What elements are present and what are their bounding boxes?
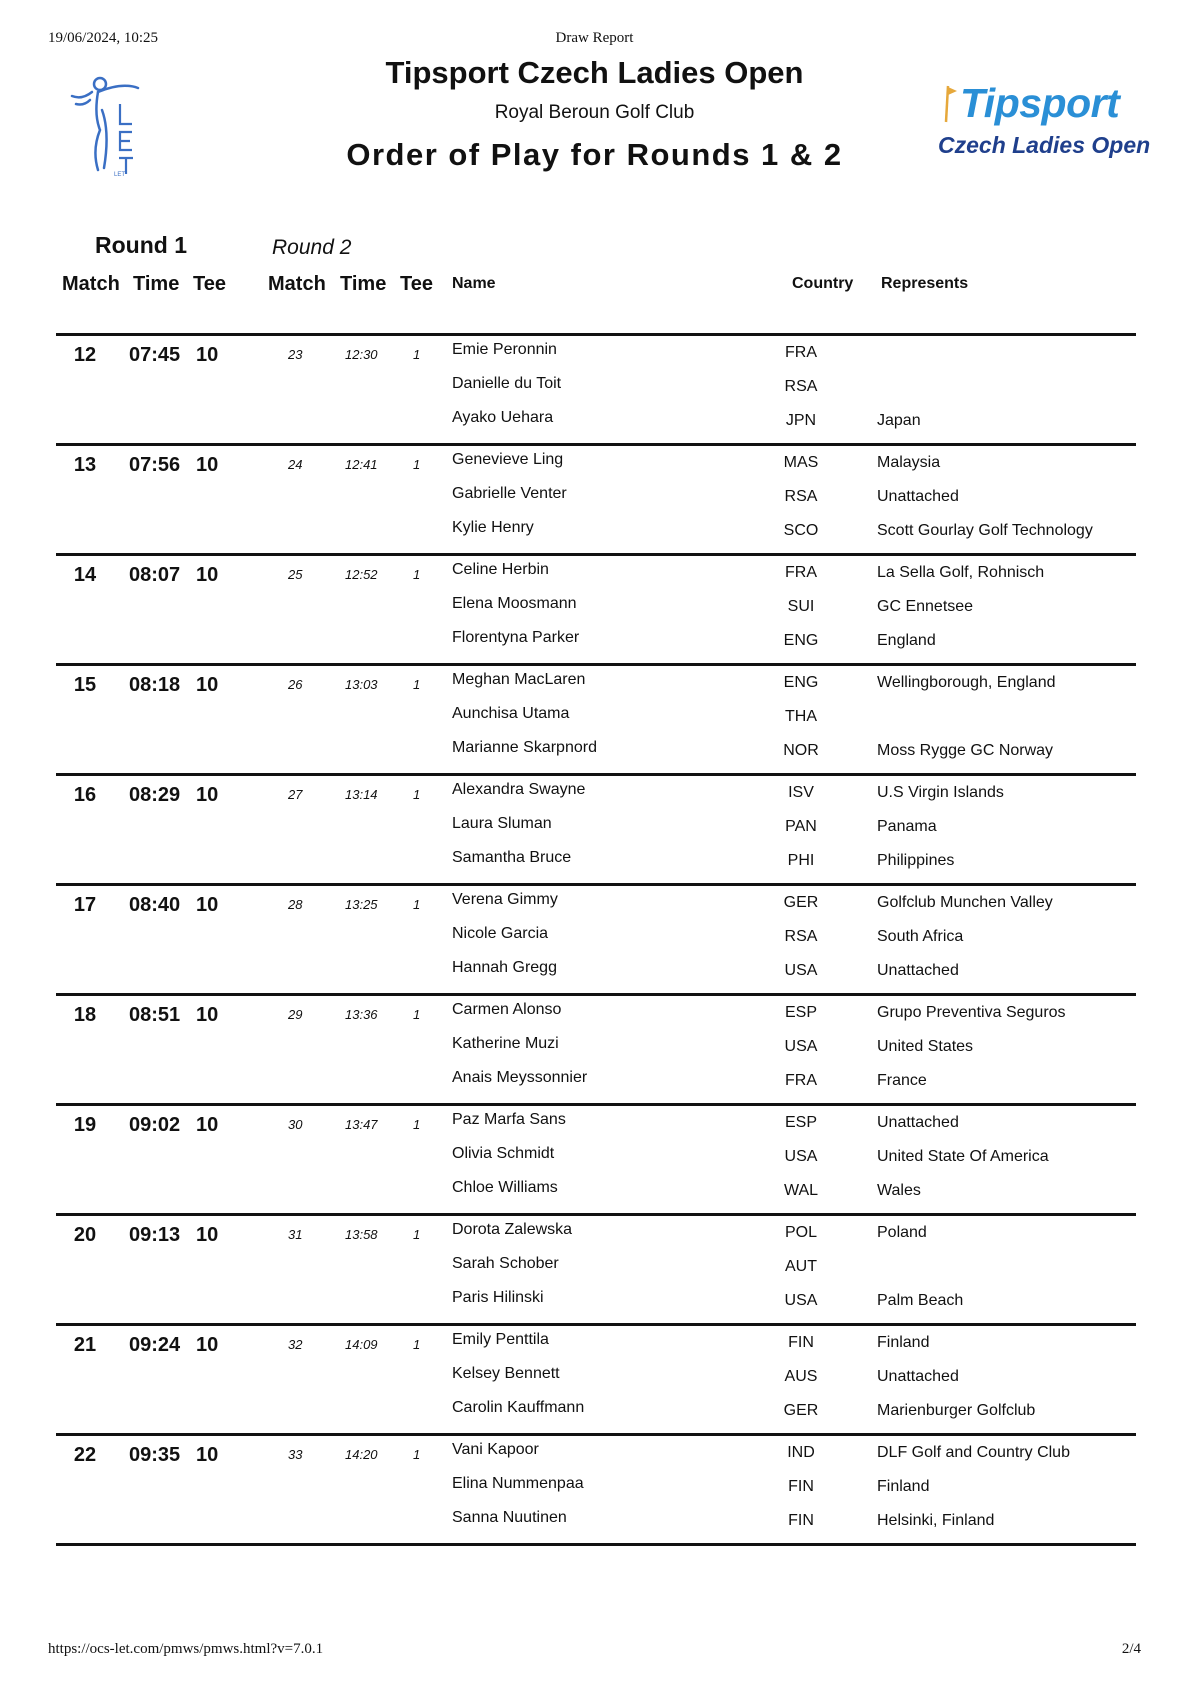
col-tee-r2: Tee [400, 273, 433, 295]
player-country: USA [784, 962, 818, 979]
round1-tee: 10 [196, 894, 219, 916]
round1-tee: 10 [196, 784, 219, 806]
round2-tee-time: 13:25 [345, 897, 378, 912]
match-group [56, 773, 1136, 883]
round1-tee-time: 08:40 [129, 894, 181, 916]
round2-match-number: 31 [288, 1227, 303, 1242]
col-country: Country [792, 275, 854, 292]
player-name: Samantha Bruce [452, 849, 572, 866]
round2-tee-time: 12:52 [345, 567, 378, 582]
player-country: RSA [784, 378, 818, 395]
player-name: Sanna Nuutinen [452, 1509, 567, 1526]
match-group [56, 1213, 1136, 1323]
player-country: NOR [783, 742, 819, 759]
round1-tee-time: 08:29 [129, 784, 181, 806]
round1-match-number: 12 [73, 344, 97, 366]
match-group [56, 333, 1136, 443]
round1-tee: 10 [196, 1004, 219, 1026]
round1-match-number: 13 [73, 454, 97, 476]
match-group [56, 443, 1136, 553]
player-represents: England [877, 632, 936, 649]
footer-page-number: 2/4 [1121, 1641, 1141, 1657]
player-name: Aunchisa Utama [452, 705, 570, 722]
player-country: RSA [784, 928, 818, 945]
player-country: ENG [783, 674, 819, 691]
player-country: WAL [783, 1182, 819, 1199]
player-represents: Grupo Preventiva Seguros [877, 1004, 1066, 1021]
col-tee-r1: Tee [193, 273, 226, 295]
player-represents: DLF Golf and Country Club [877, 1444, 1070, 1461]
player-represents: Wellingborough, England [877, 674, 1056, 691]
player-represents: Palm Beach [877, 1292, 964, 1309]
player-country: FIN [788, 1334, 814, 1351]
player-name: Alexandra Swayne [452, 781, 586, 798]
player-country: PHI [787, 852, 815, 869]
col-name: Name [452, 275, 496, 292]
round1-match-number: 16 [73, 784, 97, 806]
player-represents: La Sella Golf, Rohnisch [877, 564, 1045, 581]
player-represents: South Africa [877, 928, 964, 945]
player-country: GER [783, 894, 819, 911]
col-represents: Represents [881, 275, 969, 292]
player-name: Florentyna Parker [452, 629, 580, 646]
player-country: FRA [785, 1072, 817, 1089]
player-country: ISV [788, 784, 814, 801]
player-name: Marianne Skarpnord [452, 739, 597, 756]
round2-tee-time: 13:36 [345, 1007, 378, 1022]
player-represents: Moss Rygge GC Norway [877, 742, 1054, 759]
round1-tee-time: 07:45 [129, 344, 181, 366]
player-represents: Unattached [877, 1114, 959, 1131]
match-group [56, 1433, 1136, 1546]
draw-table [56, 333, 1136, 1546]
player-name: Kylie Henry [452, 519, 534, 536]
round1-tee: 10 [196, 454, 219, 476]
round1-match-number: 15 [73, 674, 97, 696]
player-name: Carolin Kauffmann [452, 1399, 585, 1416]
round2-match-number: 27 [288, 787, 303, 802]
round2-tee: 1 [413, 1337, 421, 1352]
player-name: Hannah Gregg [452, 959, 557, 976]
player-represents: Japan [877, 412, 921, 429]
round1-tee-time: 09:35 [129, 1444, 181, 1466]
player-represents: Unattached [877, 1368, 959, 1385]
player-name: Genevieve Ling [452, 451, 564, 468]
round1-match-number: 20 [73, 1224, 97, 1246]
round2-match-number: 32 [288, 1337, 303, 1352]
player-name: Katherine Muzi [452, 1035, 559, 1052]
player-represents: Unattached [877, 962, 959, 979]
player-name: Nicole Garcia [452, 925, 549, 942]
round2-match-number: 26 [288, 677, 303, 692]
player-country: FIN [788, 1478, 814, 1495]
round2-tee: 1 [413, 1227, 421, 1242]
player-name: Vani Kapoor [452, 1441, 539, 1458]
round1-tee: 10 [196, 1224, 219, 1246]
round2-tee: 1 [413, 1117, 421, 1132]
round2-tee: 1 [413, 567, 421, 582]
round2-match-number: 30 [288, 1117, 303, 1132]
match-group [56, 993, 1136, 1103]
round2-tee: 1 [413, 1007, 421, 1022]
round2-match-number: 25 [288, 567, 303, 582]
round1-tee-time: 09:02 [129, 1114, 181, 1136]
round1-tee: 10 [196, 1444, 219, 1466]
player-country: SUI [787, 598, 815, 615]
player-country: USA [784, 1292, 818, 1309]
round2-tee-time: 13:14 [345, 787, 378, 802]
round2-match-number: 23 [288, 347, 303, 362]
player-represents: United States [877, 1038, 974, 1055]
round1-tee: 10 [196, 1334, 219, 1356]
print-datetime: 19/06/2024, 10:25 [48, 30, 159, 46]
player-country: PAN [785, 818, 817, 835]
player-name: Verena Gimmy [452, 891, 558, 908]
round2-match-number: 33 [288, 1447, 303, 1462]
player-represents: U.S Virgin Islands [877, 784, 1004, 801]
player-name: Meghan MacLaren [452, 671, 586, 688]
round1-tee-time: 07:56 [129, 454, 181, 476]
player-country: JPN [785, 412, 817, 429]
player-name: Gabrielle Venter [452, 485, 567, 502]
match-group [56, 1103, 1136, 1213]
event-title: Tipsport Czech Ladies Open [385, 55, 804, 90]
player-name: Elena Moosmann [452, 595, 577, 612]
round1-tee: 10 [196, 1114, 219, 1136]
round2-match-number: 24 [288, 457, 303, 472]
round2-match-number: 28 [288, 897, 303, 912]
player-name: Elina Nummenpaa [452, 1475, 584, 1492]
sponsor-brand: Tipsport [960, 80, 1120, 126]
player-represents: Poland [877, 1224, 927, 1241]
round2-match-number: 29 [288, 1007, 303, 1022]
player-name: Celine Herbin [452, 561, 549, 578]
player-represents: Helsinki, Finland [877, 1512, 995, 1529]
player-represents: GC Ennetsee [877, 598, 974, 615]
player-represents: Philippines [877, 852, 955, 869]
round2-tee-time: 13:47 [345, 1117, 378, 1132]
player-country: AUT [785, 1258, 817, 1275]
player-represents: Golfclub Munchen Valley [877, 894, 1053, 911]
player-name: Emily Penttila [452, 1331, 549, 1348]
round1-match-number: 17 [73, 894, 97, 916]
match-group [56, 553, 1136, 663]
round1-match-number: 18 [73, 1004, 97, 1026]
print-doc-title: Draw Report [555, 30, 634, 46]
player-country: USA [784, 1038, 818, 1055]
round1-tee-time: 09:13 [129, 1224, 181, 1246]
player-country: THA [785, 708, 817, 725]
round2-tee-time: 13:58 [345, 1227, 378, 1242]
player-represents: Wales [877, 1182, 921, 1199]
player-name: Carmen Alonso [452, 1001, 562, 1018]
round2-tee: 1 [413, 1447, 421, 1462]
player-represents: Finland [877, 1478, 930, 1495]
round1-tee-time: 08:51 [129, 1004, 181, 1026]
round2-tee: 1 [413, 897, 421, 912]
sponsor-sub: Czech Ladies Open [938, 132, 1151, 158]
round1-match-number: 21 [73, 1334, 97, 1356]
round1-heading: Round 1 [95, 232, 187, 258]
let-logo-text: LET [114, 172, 126, 178]
round2-tee: 1 [413, 347, 421, 362]
player-represents: Finland [877, 1334, 930, 1351]
player-name: Olivia Schmidt [452, 1145, 555, 1162]
round2-tee-time: 13:03 [345, 677, 378, 692]
round1-tee-time: 08:18 [129, 674, 181, 696]
player-country: RSA [784, 488, 818, 505]
player-represents: United State Of America [877, 1148, 1049, 1165]
round1-tee-time: 09:24 [129, 1334, 181, 1356]
match-group [56, 663, 1136, 773]
player-country: ESP [784, 1114, 817, 1131]
player-name: Anais Meyssonnier [452, 1069, 588, 1086]
col-time-r2: Time [340, 273, 387, 295]
round2-heading: Round 2 [272, 236, 352, 259]
round2-tee: 1 [413, 787, 421, 802]
player-name: Paris Hilinski [452, 1289, 544, 1306]
player-name: Danielle du Toit [452, 375, 562, 392]
round1-match-number: 22 [73, 1444, 97, 1466]
player-name: Laura Sluman [452, 815, 552, 832]
event-venue: Royal Beroun Golf Club [494, 102, 695, 123]
round2-tee: 1 [413, 677, 421, 692]
player-represents: Marienburger Golfclub [877, 1402, 1036, 1419]
round1-match-number: 19 [73, 1114, 97, 1136]
player-represents: Scott Gourlay Golf Technology [877, 522, 1093, 539]
player-country: GER [783, 1402, 819, 1419]
player-country: ESP [784, 1004, 817, 1021]
col-match-r2: Match [268, 273, 326, 295]
footer-url: https://ocs-let.com/pmws/pmws.html?v=7.0.1 [48, 1641, 324, 1657]
player-country: ENG [783, 632, 819, 649]
player-country: USA [784, 1148, 818, 1165]
player-country: AUS [784, 1368, 818, 1385]
match-group [56, 883, 1136, 993]
player-country: SCO [783, 522, 819, 539]
player-name: Emie Peronnin [452, 341, 557, 358]
player-country: IND [787, 1444, 815, 1461]
round1-match-number: 14 [73, 564, 97, 586]
player-name: Dorota Zalewska [452, 1221, 573, 1238]
round1-tee: 10 [196, 344, 219, 366]
round2-tee-time: 14:09 [345, 1337, 378, 1352]
player-country: FIN [788, 1512, 814, 1529]
round1-tee: 10 [196, 564, 219, 586]
player-country: FRA [785, 344, 817, 361]
player-name: Kelsey Bennett [452, 1365, 560, 1382]
player-represents: France [877, 1072, 927, 1089]
player-name: Paz Marfa Sans [452, 1111, 566, 1128]
player-name: Chloe Williams [452, 1179, 558, 1196]
round2-tee-time: 14:20 [345, 1447, 378, 1462]
round1-tee-time: 08:07 [129, 564, 181, 586]
round2-tee-time: 12:41 [345, 457, 378, 472]
match-group [56, 1323, 1136, 1433]
player-represents: Unattached [877, 488, 959, 505]
player-name: Ayako Uehara [452, 409, 554, 426]
round2-tee: 1 [413, 457, 421, 472]
player-country: FRA [785, 564, 817, 581]
player-name: Sarah Schober [452, 1255, 559, 1272]
round2-tee-time: 12:30 [345, 347, 378, 362]
player-country: POL [784, 1224, 817, 1241]
player-country: MAS [783, 454, 819, 471]
player-represents: Panama [877, 818, 937, 835]
player-represents: Malaysia [877, 454, 941, 471]
col-time-r1: Time [133, 273, 180, 295]
page-subtitle: Order of Play for Rounds 1 & 2 [346, 137, 843, 172]
round1-tee: 10 [196, 674, 219, 696]
col-match-r1: Match [62, 273, 120, 295]
